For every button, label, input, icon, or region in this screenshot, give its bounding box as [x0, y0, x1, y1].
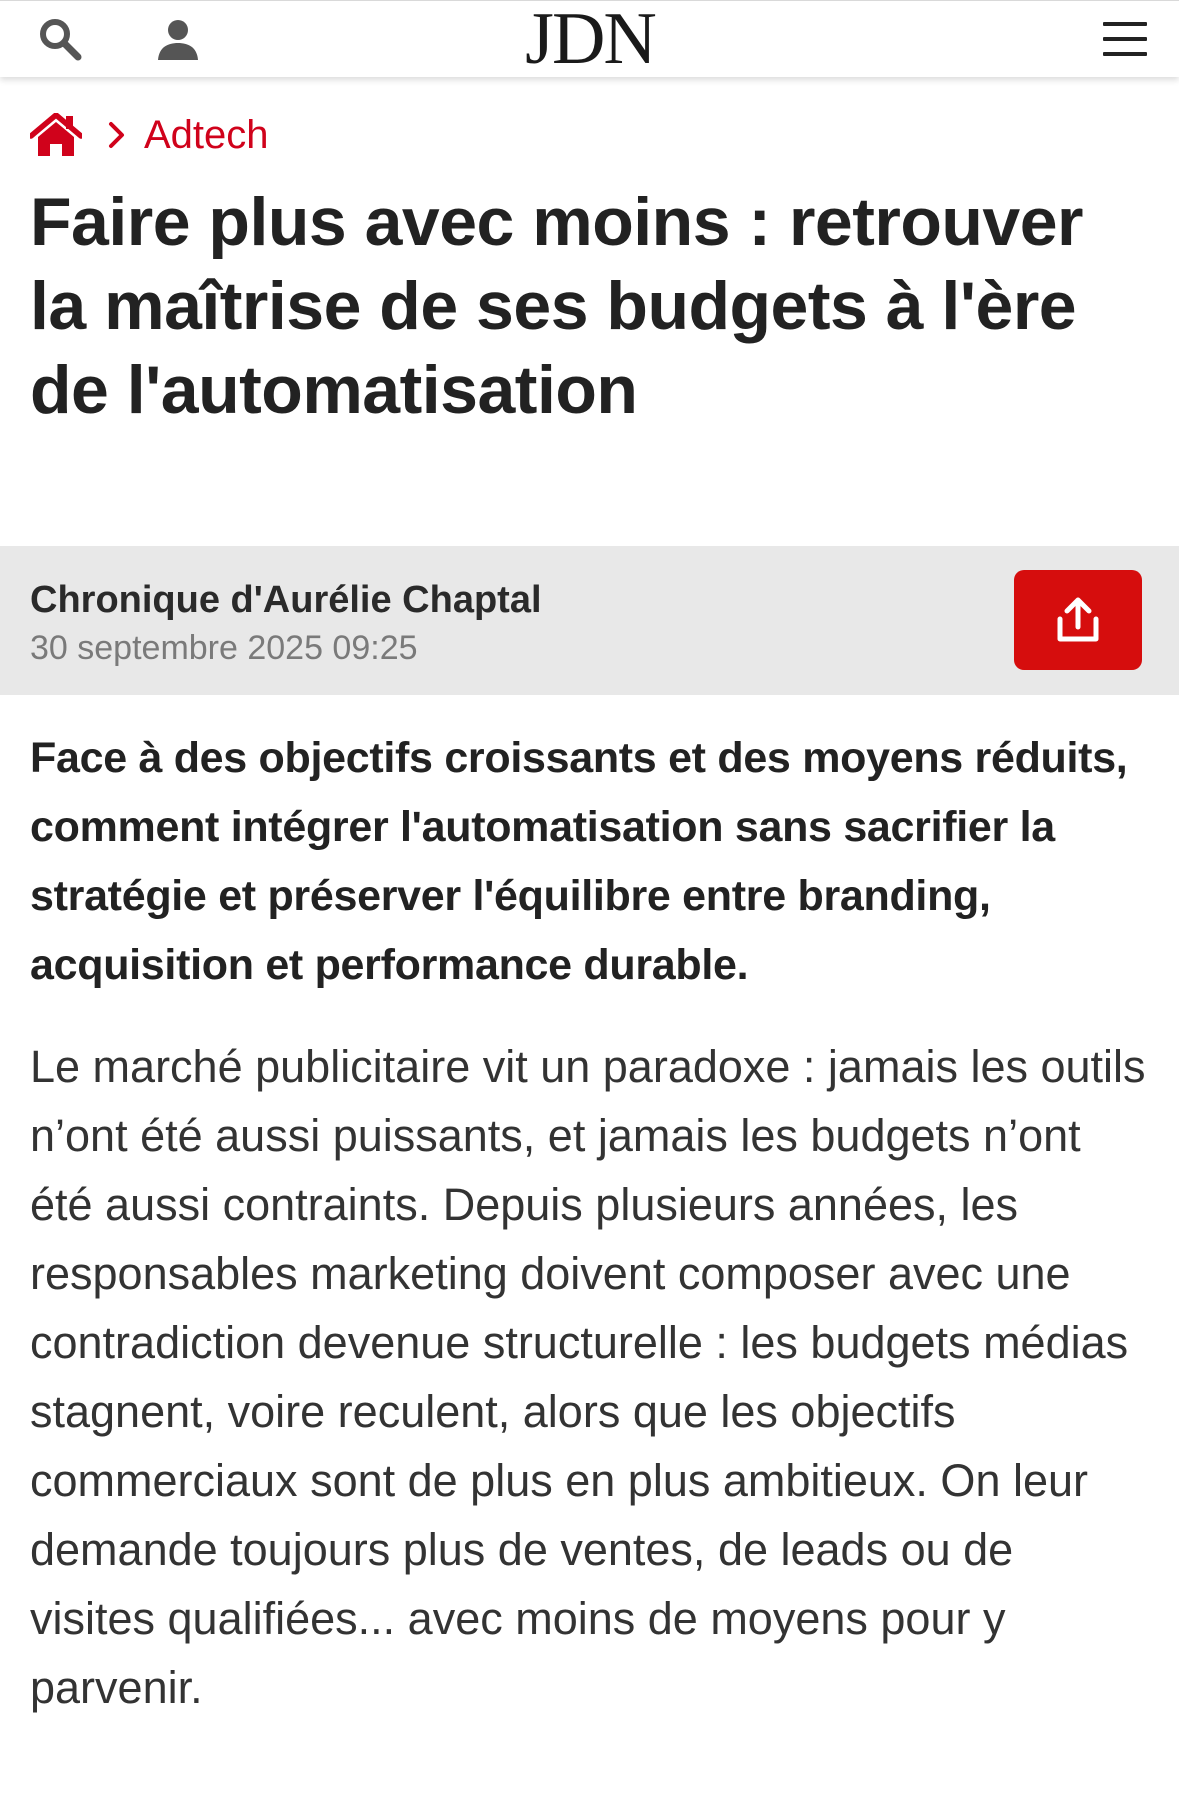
menu-button[interactable]	[1090, 9, 1160, 69]
home-icon	[30, 113, 82, 157]
home-link[interactable]	[30, 113, 82, 157]
article-title: Faire plus avec moins : retrouver la maîtrise de ses budgets à l'ère de l'automatisation	[30, 184, 1084, 428]
top-navigation-bar	[0, 0, 1179, 80]
site-logo[interactable]: JDN	[525, 0, 655, 80]
breadcrumb-section-link[interactable]: Adtech	[144, 113, 269, 157]
hamburger-menu-icon	[1103, 21, 1147, 57]
user-icon	[156, 17, 200, 61]
share-icon	[1054, 595, 1102, 645]
share-button[interactable]	[1014, 570, 1142, 670]
article-paragraph: Le marché publicitaire vit un paradoxe : jamais les outils n’ont été aussi puissants, et jamais les budgets n’ont été aussi contraints. Depuis plusieurs années, les responsables marketing doivent composer avec une contradiction devenue structurelle : les budgets médias stagnent, voire reculent, alors que les objectifs commerciaux sont de plus en plus ambitieux. On leur demande toujours plus de ventes, de leads ou de visites qualifiées... avec moins de moyens pour y parvenir.	[30, 1041, 1146, 1713]
search-icon	[38, 17, 82, 61]
publish-date: 30 septembre 2025 09:25	[30, 629, 418, 667]
article-byline	[0, 546, 1179, 695]
search-button[interactable]	[28, 9, 92, 69]
author-name[interactable]: Chronique d'Aurélie Chaptal	[30, 579, 542, 621]
article-lead: Face à des objectifs croissants et des moyens réduits, comment intégrer l'automatisation sans sacrifier la stratégie et préserver l'équilibre entre branding, acquisition et performance durable.	[30, 734, 1128, 989]
breadcrumb-separator	[108, 121, 126, 149]
chevron-right-icon	[108, 121, 126, 149]
account-button[interactable]	[146, 9, 210, 69]
breadcrumb	[30, 108, 269, 162]
